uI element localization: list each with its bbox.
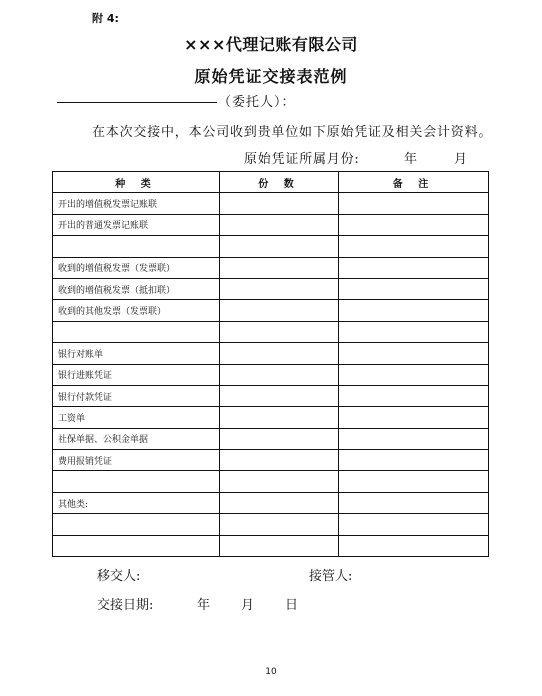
cell-count[interactable] [220,300,339,321]
voucher-month-row [244,148,468,167]
table-row [53,300,489,321]
table-header-row [53,172,489,193]
table-row [53,514,489,535]
cell-category: 银行对账单 [53,343,220,364]
header-category: 种 类 [53,172,220,193]
cell-count[interactable] [220,514,339,535]
cell-category: 收到的增值税发票（发票联） [53,257,220,278]
page-number: 10 [265,667,277,677]
date-month-label: 月 [241,598,255,613]
cell-remarks[interactable] [339,193,489,214]
cell-remarks[interactable] [339,343,489,364]
cell-category: 工资单 [53,407,220,428]
voucher-year-label: 年 [404,152,418,167]
cell-count[interactable] [220,428,339,449]
table-row [53,321,489,342]
date-label: 交接日期: [97,598,154,613]
voucher-month-unit: 月 [454,152,468,167]
cell-category: 收到的其他发票（发票联） [53,300,220,321]
cell-remarks[interactable] [339,514,489,535]
client-label: （委托人）： [218,95,296,110]
cell-remarks[interactable] [339,450,489,471]
cell-remarks[interactable] [339,214,489,235]
cell-category: 银行付款凭证 [53,385,220,406]
cell-remarks[interactable] [339,535,489,556]
document-title: 原始凭证交接表范例 [194,67,348,86]
table-row [53,193,489,214]
table-row [53,236,489,257]
cell-count[interactable] [220,278,339,299]
cell-category: 开出的增值税发票记账联 [53,193,220,214]
cell-category [53,471,220,492]
cell-category [53,535,220,556]
cell-category: 社保单据、公积金单据 [53,428,220,449]
cell-remarks[interactable] [339,428,489,449]
cell-remarks[interactable] [339,321,489,342]
cell-count[interactable] [220,450,339,471]
date-year-label: 年 [197,598,211,613]
table-row [53,385,489,406]
cell-remarks[interactable] [339,278,489,299]
cell-remarks[interactable] [339,236,489,257]
cell-category: 开出的普通发票记账联 [53,214,220,235]
cell-count[interactable] [220,385,339,406]
voucher-month-label: 原始凭证所属月份: [244,152,360,167]
table-row [53,407,489,428]
table-row [53,471,489,492]
cell-count[interactable] [220,535,339,556]
cell-remarks[interactable] [339,364,489,385]
cell-count[interactable] [220,321,339,342]
cell-category [53,514,220,535]
voucher-table [52,171,489,557]
cell-category: 收到的增值税发票（抵扣联） [53,278,220,299]
cell-count[interactable] [220,236,339,257]
cell-remarks[interactable] [339,385,489,406]
cell-remarks[interactable] [339,257,489,278]
cell-count[interactable] [220,257,339,278]
cell-remarks[interactable] [339,300,489,321]
cell-count[interactable] [220,193,339,214]
cell-count[interactable] [220,214,339,235]
header-count: 份 数 [220,172,339,193]
date-day-label: 日 [285,598,299,613]
table-row [53,428,489,449]
cell-count[interactable] [220,407,339,428]
table-row [53,214,489,235]
cell-remarks[interactable] [339,407,489,428]
cell-count[interactable] [220,343,339,364]
cell-category: 其他类: [53,492,220,513]
table-row [53,257,489,278]
cell-count[interactable] [220,364,339,385]
table-row [53,278,489,299]
intro-text: 在本次交接中，本公司收到贵单位如下原始凭证及相关会计资料。 [92,125,493,140]
table-row [53,364,489,385]
cell-remarks[interactable] [339,471,489,492]
table-row [53,343,489,364]
cell-remarks[interactable] [339,492,489,513]
handover-date-row [97,594,298,613]
cell-category: 银行进账凭证 [53,364,220,385]
cell-category: 费用报销凭证 [53,450,220,471]
table-row [53,450,489,471]
company-title: ×××代理记账有限公司 [184,35,358,54]
cell-category [53,236,220,257]
cell-category [53,321,220,342]
client-name-blank[interactable] [57,101,217,103]
handover-label: 移交人: [97,569,141,584]
table-row [53,492,489,513]
receiver-label: 接管人: [309,569,353,584]
table-row [53,535,489,556]
cell-count[interactable] [220,492,339,513]
cell-count[interactable] [220,471,339,492]
header-remarks: 备 注 [339,172,489,193]
attachment-label: 附 4: [92,12,119,25]
